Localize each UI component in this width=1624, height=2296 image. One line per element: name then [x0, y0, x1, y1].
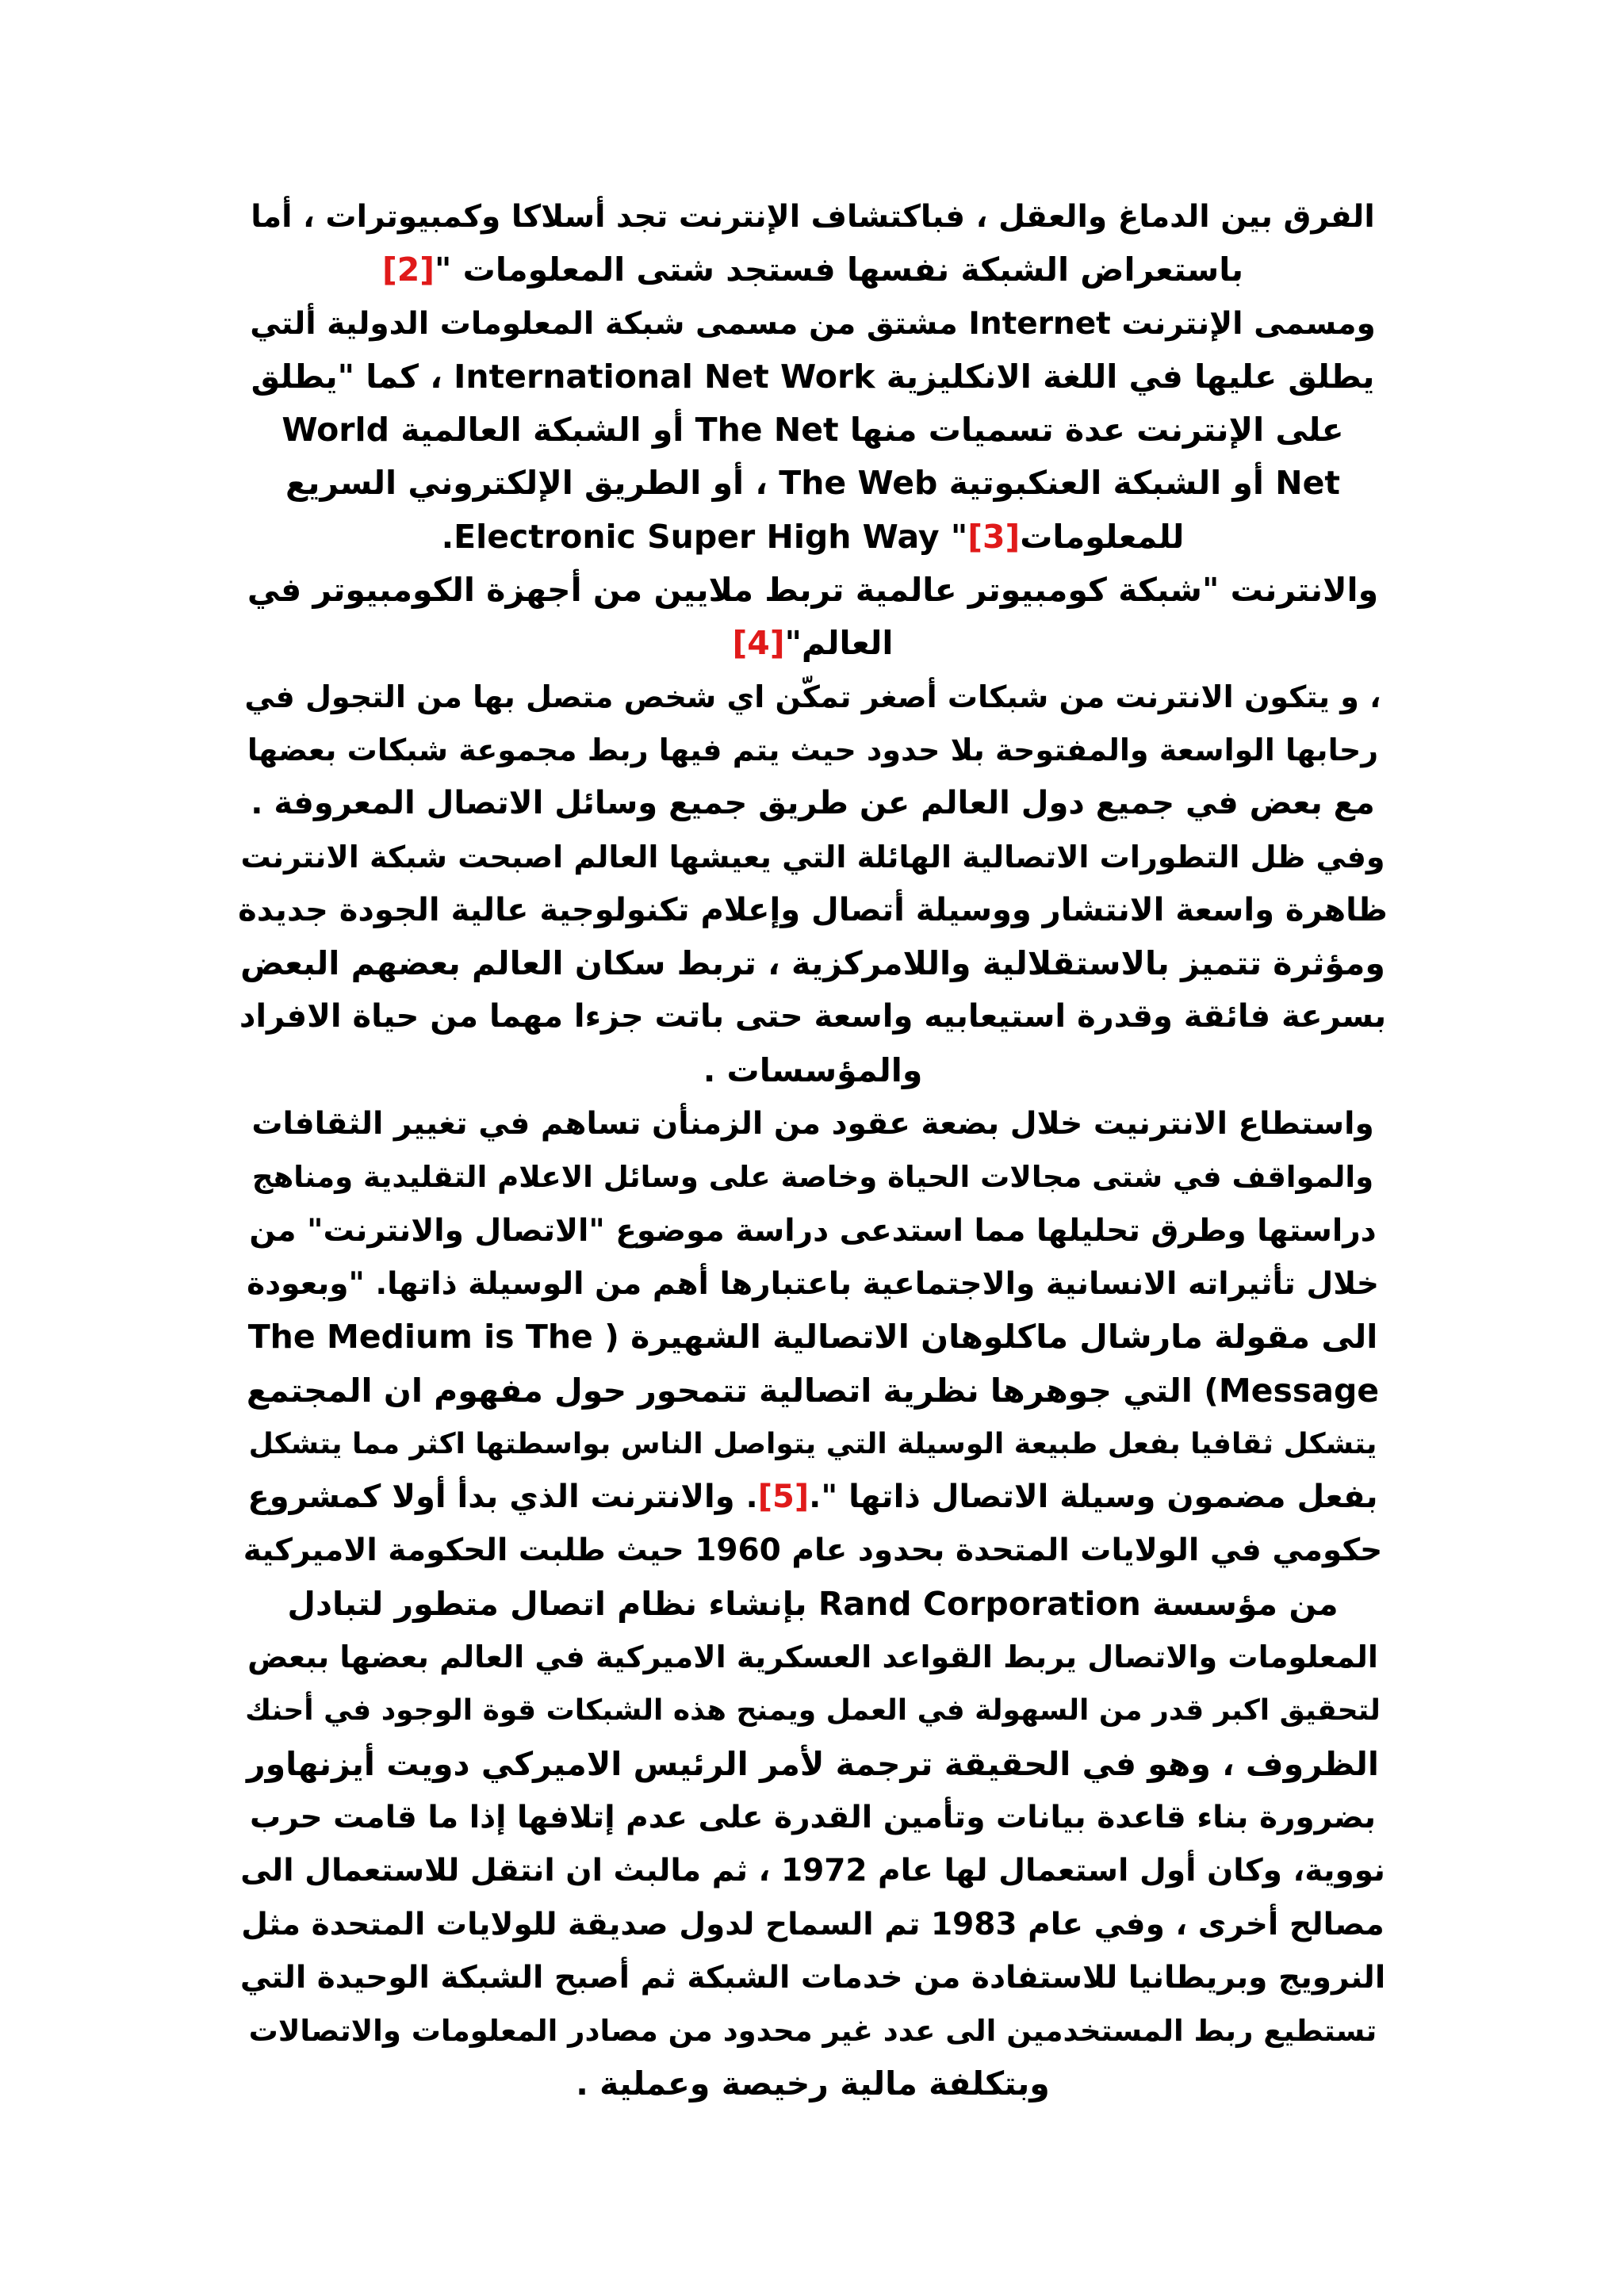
text-line: باستعراض الشبكة نفسها فستجد شتى المعلومات "[2]	[381, 251, 1243, 289]
text-line: ظاهرة واسعة الانتشار ووسيلة أتصال وإعلام تكنولوجية عالية الجودة جديدة	[238, 891, 1388, 928]
text-line: نووية، وكان أول استعمال لها عام 1972 ، ثم مالبث ان انتقل للاستعمال الى	[240, 1853, 1385, 1889]
text-line: من مؤسسة Rand Corporation بإنشاء نظام اتصال متطور لتبادل	[287, 1584, 1339, 1623]
text-line: العالم"[4]	[732, 624, 894, 663]
text-line: والمواقف في شتى مجالات الحياة وخاصة على وسائل الاعلام التقليدية ومناهج	[251, 1160, 1374, 1195]
text-line: وفي ظل التطورات الاتصالية الهائلة التي يعيشها العالم اصبحت شبكة الانترنت	[240, 839, 1385, 874]
text-line: النرويج وبريطانيا للاستفادة من خدمات الشبكة ثم أصبح الشبكة الوحيدة التي	[239, 1959, 1386, 1996]
text-line: دراستها وطرق تحليلها مما استدعى دراسة موضوع "الاتصال والانترنت" من	[249, 1212, 1377, 1249]
text-line: ومسمى الإنترنت Internet مشتق من مسمى شبكة المعلومات الدولية ألتي	[250, 305, 1376, 342]
text-line: لتحقيق اكبر قدر من السهولة في العمل ويمنح هذه الشبكات قوة الوجود في أحنك	[245, 1694, 1381, 1728]
text-line: Net أو الشبكة العنكبوتية The Web ، أو الطريق الإلكتروني السريع	[285, 464, 1340, 503]
reference-5[interactable]: [5]	[757, 1479, 810, 1516]
text-line: مصالح أخرى ، وفي عام 1983 تم السماح لدول صديقة للولايات المتحدة مثل	[241, 1906, 1385, 1942]
reference-2[interactable]: [2]	[381, 251, 435, 289]
text-line: حكومي في الولايات المتحدة بحدود عام 1960 حيث طلبت الحكومة الاميركية	[243, 1533, 1383, 1569]
text-line: بسرعة فائقة وقدرة استيعابيه واسعة حتى باتت جزءا مهما من حياة الافراد	[239, 998, 1387, 1035]
text-line: ومؤثرة تتميز بالاستقلالية واللامركزية ، تربط سكان العالم بعضهم البعض	[240, 944, 1385, 983]
text-line: يطلق عليها في اللغة الانكليزية International Net Work ، كما "يطلق	[251, 357, 1375, 396]
text-line: بفعل مضمون وسيلة الاتصال ذاتها ".[5]. والانترنت الذي بدأ أولا كمشروع	[247, 1479, 1378, 1516]
text-line: Message) التي جوهرها نظرية اتصالية تتمحور حول مفهوم ان المجتمع	[246, 1371, 1380, 1410]
text-line: الفرق بين الدماغ والعقل ، فباكتشاف الإنترنت تجد أسلاكا وكمبيوترات ، أما	[251, 199, 1375, 235]
text-line: على الإنترنت عدة تسميات منها The Net أو الشبكة العالمية World	[282, 411, 1344, 450]
text-line: مع بعض في جميع دول العالم عن طريق جميع وسائل الاتصال المعروفة .	[251, 785, 1375, 822]
document-body	[238, 190, 1388, 2111]
text-line: بضرورة بناء قاعدة بيانات وتأمين القدرة على عدم إتلافها إذا ما قامت حرب	[250, 1799, 1376, 1835]
text-line: وبتكلفة مالية رخيصة وعملية .	[576, 2064, 1050, 2103]
text-line: خلال تأثيراته الانسانية والاجتماعية باعتبارها أهم من الوسيلة ذاتها. "وبعودة	[247, 1265, 1379, 1302]
text-line: يتشكل ثقافيا بفعل طبيعة الوسيلة التي يتواصل الناس بواسطتها اكثر مما يتشكل	[248, 1427, 1377, 1460]
text-line: والمؤسسات .	[703, 1050, 923, 1089]
text-line: الظروف ، وهو في الحقيقة ترجمة لأمر الرئيس الاميركي دويت أيزنهاور	[247, 1744, 1379, 1783]
text-line: الى مقولة مارشال ماكلوهان الاتصالية الشهيرة ( The Medium is The	[247, 1318, 1378, 1357]
text-line: رحابها الواسعة والمفتوحة بلا حدود حيث يتم فيها ربط مجموعة شبكات بعضها	[247, 732, 1379, 767]
reference-3[interactable]: [3]	[967, 517, 1021, 556]
text-line: ، و يتكون الانترنت من شبكات أصغر تمكّن اي شخص متصل بها من التجول في	[244, 679, 1381, 714]
text-line: واستطاع الانترنيت خلال بضعة عقود من الزمنأن تساهم في تغيير الثقافات	[251, 1106, 1374, 1142]
reference-4[interactable]: [4]	[732, 624, 785, 663]
text-line: المعلومات والاتصال يربط القواعد العسكرية الاميركية في العالم بعضها ببعض	[247, 1640, 1378, 1675]
text-line: تستطيع ربط المستخدمين الى عدد غير محدود من مصادر المعلومات والاتصالات	[248, 2014, 1377, 2049]
text-line: والانترنت "شبكة كومبيوتر عالمية تربط ملايين من أجهزة الكومبيوتر في	[247, 571, 1379, 610]
text-line: للمعلوماتElectronic Super High Way "[3].	[441, 517, 1185, 556]
